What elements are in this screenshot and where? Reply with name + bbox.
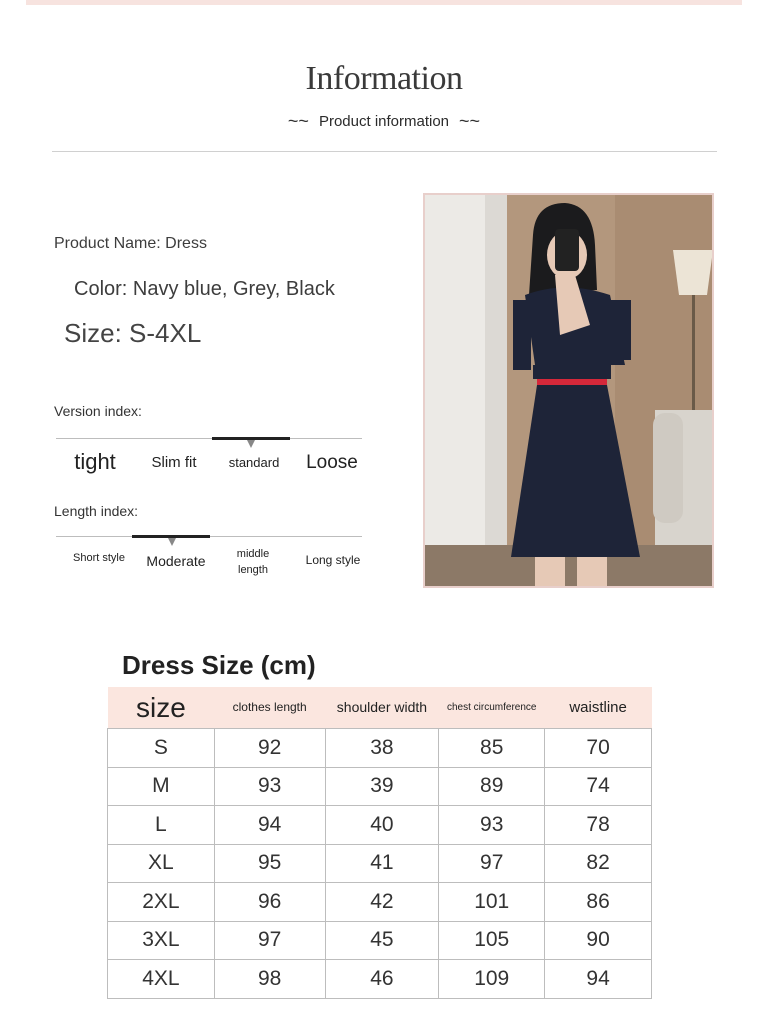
length-option-middle: middle length	[236, 548, 270, 576]
cell-chest: 89	[439, 767, 545, 806]
cell-size: 2XL	[108, 883, 215, 922]
cell-shoulder-width: 42	[325, 883, 439, 922]
cell-shoulder-width: 40	[325, 806, 439, 845]
header-chest-circumference: chest circumference	[439, 687, 545, 729]
length-selected-tick	[168, 538, 176, 546]
product-photo	[423, 193, 714, 588]
table-row	[108, 806, 652, 845]
cell-shoulder-width: 38	[325, 729, 439, 768]
cell-size: S	[108, 729, 215, 768]
section-title: Information	[305, 60, 463, 97]
length-index-label: Length index:	[54, 503, 139, 519]
version-option-loose: Loose	[306, 452, 358, 473]
header-size: size	[108, 687, 215, 729]
cell-shoulder-width: 45	[325, 921, 439, 960]
cell-clothes-length: 97	[214, 921, 325, 960]
cell-waistline: 94	[545, 960, 652, 999]
length-option-short: Short style	[73, 552, 125, 564]
cell-clothes-length: 94	[214, 806, 325, 845]
cell-waistline: 82	[545, 844, 652, 883]
section-subtitle: Product information	[318, 112, 450, 130]
cell-clothes-length: 93	[214, 767, 325, 806]
model-photo-illustration	[425, 195, 714, 588]
cell-chest: 105	[439, 921, 545, 960]
table-row	[108, 729, 652, 768]
cell-waistline: 74	[545, 767, 652, 806]
version-scale-line	[56, 438, 362, 439]
cell-clothes-length: 95	[214, 844, 325, 883]
table-row	[108, 921, 652, 960]
cell-shoulder-width: 39	[325, 767, 439, 806]
size-table	[107, 687, 652, 999]
cell-size: 4XL	[108, 960, 215, 999]
swirl-left-ornament: ~~	[287, 111, 309, 131]
cell-clothes-length: 92	[214, 729, 325, 768]
top-accent-bar	[26, 0, 742, 5]
table-row	[108, 960, 652, 999]
cell-chest: 85	[439, 729, 545, 768]
cell-shoulder-width: 41	[325, 844, 439, 883]
version-option-tight: tight	[74, 449, 116, 474]
cell-chest: 93	[439, 806, 545, 845]
product-color: Color: Navy blue, Grey, Black	[74, 278, 335, 300]
cell-chest: 97	[439, 844, 545, 883]
cell-size: 3XL	[108, 921, 215, 960]
length-option-moderate: Moderate	[146, 553, 206, 569]
cell-size: XL	[108, 844, 215, 883]
cell-waistline: 70	[545, 729, 652, 768]
swirl-right-ornament: ~~	[459, 111, 481, 131]
header-clothes-length: clothes length	[214, 687, 325, 729]
cell-shoulder-width: 46	[325, 960, 439, 999]
table-row	[108, 767, 652, 806]
divider	[52, 151, 717, 152]
header-waistline: waistline	[545, 687, 652, 729]
cell-size: L	[108, 806, 215, 845]
cell-size: M	[108, 767, 215, 806]
version-index-label: Version index:	[54, 403, 142, 419]
size-table-title: Dress Size (cm)	[122, 650, 316, 680]
length-option-long: Long style	[305, 553, 361, 567]
size-table-header	[108, 687, 652, 729]
header-shoulder-width: shoulder width	[325, 687, 439, 729]
version-option-standard: standard	[228, 455, 280, 470]
table-row	[108, 883, 652, 922]
cell-chest: 101	[439, 883, 545, 922]
version-selected-tick	[247, 440, 255, 448]
cell-clothes-length: 98	[214, 960, 325, 999]
cell-waistline: 86	[545, 883, 652, 922]
cell-clothes-length: 96	[214, 883, 325, 922]
cell-waistline: 90	[545, 921, 652, 960]
version-option-slim-fit: Slim fit	[151, 454, 197, 471]
subtitle-row	[0, 112, 768, 130]
product-size: Size: S-4XL	[64, 318, 202, 348]
cell-chest: 109	[439, 960, 545, 999]
cell-waistline: 78	[545, 806, 652, 845]
table-row	[108, 844, 652, 883]
product-name: Product Name: Dress	[54, 235, 207, 252]
